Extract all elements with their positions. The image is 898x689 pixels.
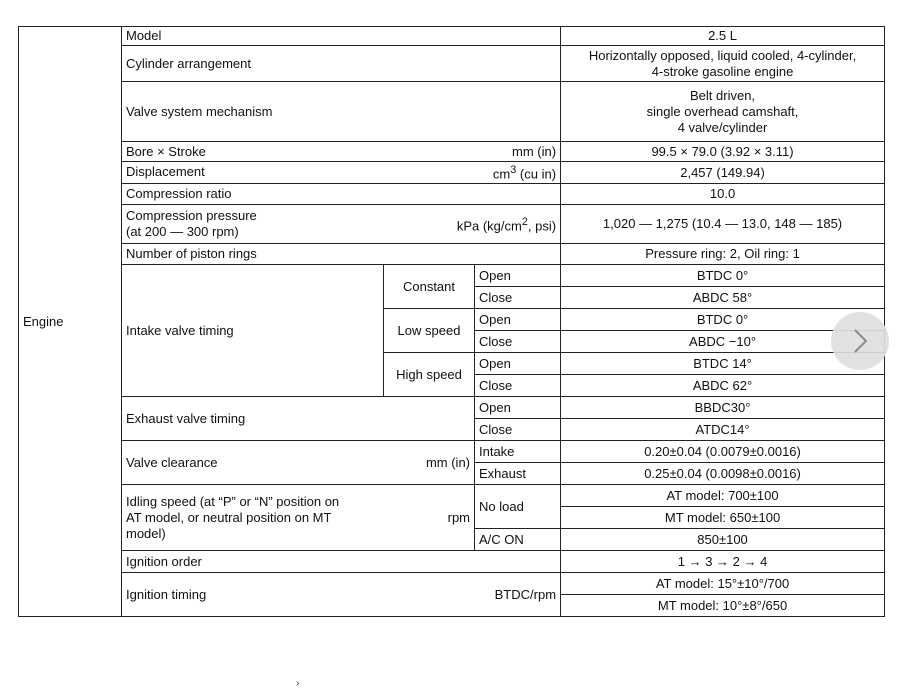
row-value: ABDC 62° bbox=[561, 375, 885, 397]
row-value: MT model: 650±100 bbox=[561, 507, 885, 529]
row-label: Ignition timing BTDC/rpm bbox=[122, 573, 561, 617]
row-label: Model bbox=[122, 27, 561, 46]
sub-label: Constant bbox=[384, 265, 475, 309]
table-row bbox=[19, 184, 885, 205]
cell-label: Open bbox=[475, 397, 561, 419]
unit-label: BTDC/rpm bbox=[494, 586, 557, 602]
cell-label: Open bbox=[475, 353, 561, 375]
row-value: 1,020 — 1,275 (10.4 — 13.0, 148 — 185) bbox=[561, 205, 885, 244]
row-value: 0.20±0.04 (0.0079±0.0016) bbox=[561, 441, 885, 463]
row-value: MT model: 10°±8°/650 bbox=[561, 595, 885, 617]
row-label: Displacement $cm^3$ (cu in) bbox=[122, 162, 561, 184]
table-row bbox=[19, 27, 885, 46]
row-value: BBDC30° bbox=[561, 397, 885, 419]
row-value: 1 → 3 → 2 → 4 bbox=[561, 551, 885, 573]
cell-label: Exhaust bbox=[475, 463, 561, 485]
cell-label: Close bbox=[475, 375, 561, 397]
row-value: 0.25±0.04 (0.0098±0.0016) bbox=[561, 463, 885, 485]
row-label: Valve system mechanism bbox=[122, 82, 561, 142]
table-row bbox=[19, 162, 885, 184]
row-value: BTDC 0° bbox=[561, 265, 885, 287]
row-label: Exhaust valve timing bbox=[122, 397, 475, 441]
row-value: AT model: 700±100 bbox=[561, 485, 885, 507]
row-value: BTDC 14° bbox=[561, 353, 885, 375]
table-row bbox=[19, 485, 885, 507]
sub-label: Low speed bbox=[384, 309, 475, 353]
row-value: ABDC −10° bbox=[561, 331, 885, 353]
row-label: Valve clearance mm (in) bbox=[122, 441, 475, 485]
table-row bbox=[19, 551, 885, 573]
chevron-right-icon bbox=[849, 326, 871, 356]
unit-label: kPa ($kg/cm^2$, psi) bbox=[456, 215, 557, 234]
row-value: ABDC 58° bbox=[561, 287, 885, 309]
row-label: Compression pressure (at 200 — 300 rpm) kPa ($kg/cm^2$, psi) bbox=[122, 205, 561, 244]
cell-label: Close bbox=[475, 419, 561, 441]
cell-label: A/C ON bbox=[475, 529, 561, 551]
table-row bbox=[19, 441, 885, 463]
row-value: 850±100 bbox=[561, 529, 885, 551]
cell-label: Open bbox=[475, 309, 561, 331]
table-row bbox=[19, 265, 885, 287]
cell-label: No load bbox=[475, 485, 561, 529]
table-row bbox=[19, 142, 885, 162]
unit-label: rpm bbox=[447, 509, 470, 525]
table-row bbox=[19, 205, 885, 244]
row-label: Intake valve timing bbox=[122, 265, 384, 397]
row-label: Idling speed (at “P” or “N” position on AT model, or neutral position on MT model) rpm bbox=[122, 485, 475, 551]
cell-label: Intake bbox=[475, 441, 561, 463]
row-value: Belt driven, single overhead camshaft, 4 valve/cylinder bbox=[561, 82, 885, 142]
caret-mark: › bbox=[296, 678, 300, 689]
engine-spec-table bbox=[18, 26, 885, 617]
unit-label: mm (in) bbox=[425, 454, 470, 470]
row-label: Compression ratio bbox=[122, 184, 561, 205]
row-value: 2.5 L bbox=[561, 27, 885, 46]
row-value: AT model: 15°±10°/700 bbox=[561, 573, 885, 595]
sub-label: High speed bbox=[384, 353, 475, 397]
row-value: BTDC 0° bbox=[561, 309, 885, 331]
table-row bbox=[19, 46, 885, 82]
row-value: ATDC14° bbox=[561, 419, 885, 441]
table-row bbox=[19, 244, 885, 265]
row-label: Bore × Stroke mm (in) bbox=[122, 142, 561, 162]
table-row bbox=[19, 397, 885, 419]
row-value: Horizontally opposed, liquid cooled, 4-cylinder, 4-stroke gasoline engine bbox=[561, 46, 885, 82]
cell-label: Close bbox=[475, 331, 561, 353]
row-label: Cylinder arrangement bbox=[122, 46, 561, 82]
table-row bbox=[19, 573, 885, 595]
row-label: Ignition order bbox=[122, 551, 561, 573]
row-label: Number of piston rings bbox=[122, 244, 561, 265]
row-value: Pressure ring: 2, Oil ring: 1 bbox=[561, 244, 885, 265]
unit-label: mm (in) bbox=[511, 143, 557, 159]
cell-label: Open bbox=[475, 265, 561, 287]
section-label: Engine bbox=[19, 27, 122, 617]
row-value: 10.0 bbox=[561, 184, 885, 205]
table-row bbox=[19, 82, 885, 142]
cell-label: Close bbox=[475, 287, 561, 309]
next-page-button[interactable] bbox=[831, 312, 889, 370]
row-value: 99.5 × 79.0 (3.92 × 3.11) bbox=[561, 142, 885, 162]
unit-label: $cm^3$ (cu in) bbox=[492, 164, 557, 182]
row-value: 2,457 (149.94) bbox=[561, 162, 885, 184]
